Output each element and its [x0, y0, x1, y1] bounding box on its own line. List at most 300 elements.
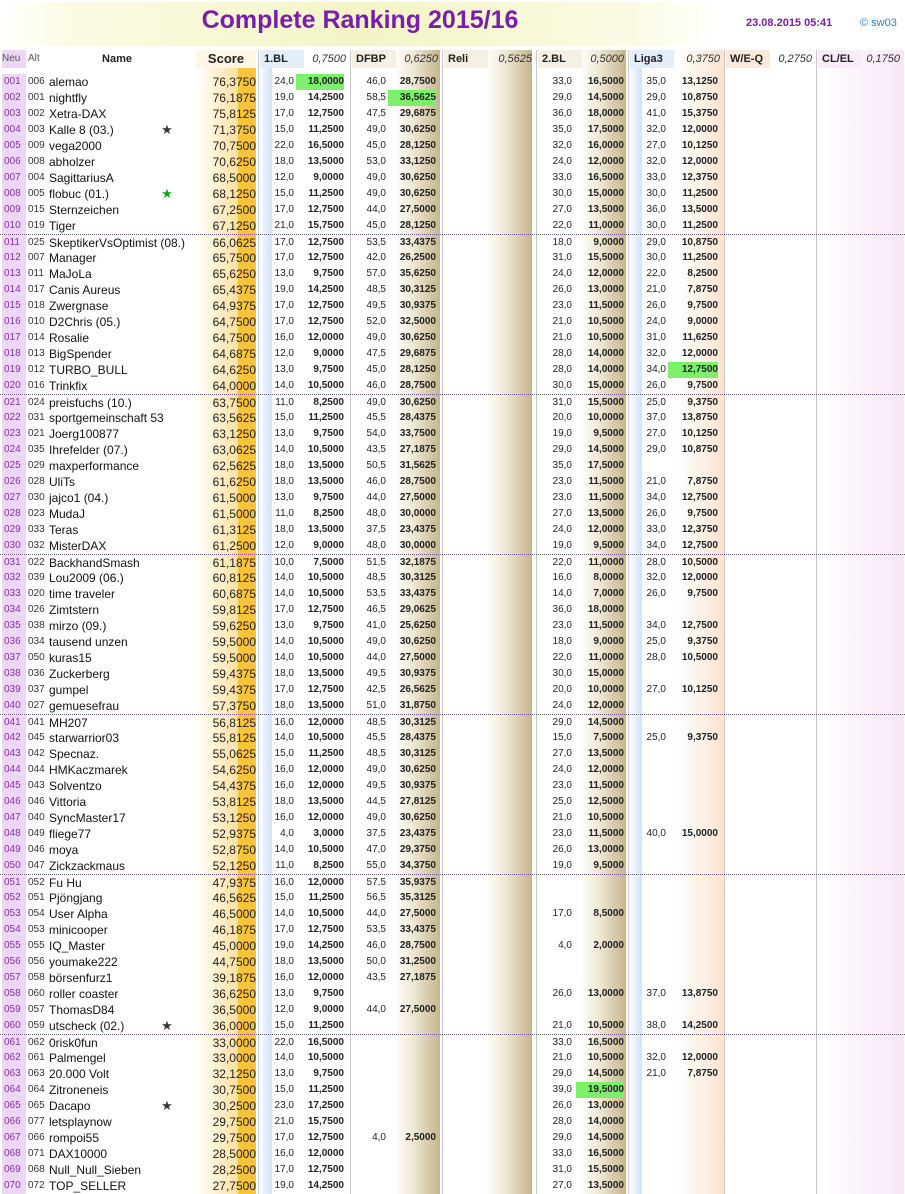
dfbp-points — [354, 1018, 386, 1034]
bl1-weighted: 14,2500 — [307, 92, 344, 103]
liga3-weighted: 12,0000 — [681, 348, 718, 359]
bl2-weighted: 17,5000 — [587, 124, 624, 135]
dfbp-weighted: 28,7500 — [399, 380, 436, 391]
score-value: 70,7500 — [212, 139, 256, 153]
liga3-weighted: 9,3750 — [687, 732, 718, 743]
dfbp-weighted — [388, 1114, 436, 1130]
player-name: MaJoLa — [49, 267, 92, 281]
dfbp-points: 44,0 — [366, 492, 386, 503]
bl2-points: 20,0 — [552, 412, 572, 423]
star-icon — [160, 1035, 174, 1051]
bl2-points — [540, 954, 572, 970]
bl1-weighted: 9,7500 — [313, 364, 344, 375]
bl2-weighted: 15,5000 — [587, 1164, 624, 1175]
table-row — [0, 922, 905, 938]
player-name: Fu Hu — [49, 876, 82, 890]
col-alt: Alt — [28, 53, 40, 64]
dfbp-points: 37,5 — [366, 828, 386, 839]
col-neu: Neu — [2, 50, 26, 68]
liga3-weighted — [668, 1035, 718, 1051]
bl1-points: 14,0 — [274, 652, 294, 663]
dfbp-weighted: 27,1875 — [399, 444, 436, 455]
score-value: 53,8125 — [212, 795, 256, 809]
bl1-weighted: 17,2500 — [307, 1100, 344, 1111]
star-icon — [160, 778, 174, 794]
rank-old: 028 — [28, 476, 45, 487]
bl2-points: 17,0 — [552, 908, 572, 919]
rank-new: 034 — [2, 602, 26, 618]
rank-old: 013 — [28, 348, 45, 359]
bl1-points: 16,0 — [274, 764, 294, 775]
liga3-points — [632, 842, 666, 858]
liga3-weighted — [668, 938, 718, 954]
bl1-weighted: 9,0000 — [313, 348, 344, 359]
bl2-weighted: 9,5000 — [593, 860, 624, 871]
bl2-weighted: 19,5000 — [576, 1082, 624, 1098]
player-name: börsenfurz1 — [49, 971, 113, 985]
rank-old: 066 — [28, 1132, 45, 1143]
bl2-points: 27,0 — [552, 508, 572, 519]
player-name: Zuckerberg — [49, 667, 110, 681]
star-icon — [160, 1178, 174, 1194]
bl1-points: 17,0 — [274, 252, 294, 263]
rank-new: 061 — [2, 1035, 26, 1051]
score-value: 64,9375 — [212, 299, 256, 313]
liga3-points: 30,0 — [646, 188, 666, 199]
bl2-weighted: 14,0000 — [587, 348, 624, 359]
table-row — [0, 1018, 905, 1034]
rank-old: 030 — [28, 492, 45, 503]
player-name: mirzo (09.) — [49, 619, 107, 633]
bl2-points — [540, 875, 572, 891]
liga3-weighted — [668, 794, 718, 810]
player-name: SagittariusA — [49, 171, 114, 185]
bl2-points: 22,0 — [552, 557, 572, 568]
bl2-points: 27,0 — [552, 1180, 572, 1191]
bl1-weighted: 12,0000 — [307, 780, 344, 791]
player-name: vega2000 — [49, 139, 102, 153]
score-value: 65,4375 — [212, 283, 256, 297]
rank-old: 043 — [28, 780, 45, 791]
player-name: gemuesefrau — [49, 699, 120, 713]
rank-new: 057 — [2, 970, 26, 986]
table-row — [0, 602, 905, 618]
dfbp-weighted: 30,6250 — [399, 172, 436, 183]
table-row — [0, 618, 905, 634]
bl1-weighted: 12,7500 — [307, 108, 344, 119]
dfbp-weighted: 33,4375 — [399, 924, 436, 935]
col-factor-weq: 0,2750 — [778, 53, 812, 65]
rank-old: 031 — [28, 412, 45, 423]
rank-old: 068 — [28, 1164, 45, 1175]
table-row — [0, 890, 905, 906]
bl1-points: 15,0 — [274, 412, 294, 423]
player-name: Pjöngjang — [49, 891, 103, 905]
star-icon — [160, 842, 174, 858]
bl2-weighted: 11,0000 — [588, 557, 624, 568]
dfbp-weighted — [388, 1066, 436, 1082]
liga3-points: 34,0 — [646, 364, 666, 375]
star-icon — [160, 715, 174, 731]
rank-old: 038 — [28, 620, 45, 631]
table-row — [0, 362, 905, 378]
bl2-weighted: 12,0000 — [587, 764, 624, 775]
table-row — [0, 282, 905, 298]
dfbp-points: 51,5 — [366, 557, 386, 568]
dfbp-weighted: 27,8125 — [399, 796, 436, 807]
player-name: abholzer — [49, 155, 96, 169]
star-icon — [160, 858, 174, 874]
rank-old: 065 — [28, 1100, 45, 1111]
liga3-points — [632, 698, 666, 714]
player-name: utscheck (02.) — [49, 1019, 125, 1033]
table-row — [0, 202, 905, 218]
liga3-weighted: 12,0000 — [681, 124, 718, 135]
liga3-weighted — [668, 970, 718, 986]
star-icon — [160, 650, 174, 666]
dfbp-points — [354, 1162, 386, 1178]
player-name: IQ_Master — [49, 939, 106, 953]
player-name: MudaJ — [49, 507, 86, 521]
bl2-points — [540, 922, 572, 938]
bl1-points: 21,0 — [274, 220, 294, 231]
bl2-weighted: 9,0000 — [593, 636, 624, 647]
rank-old: 010 — [28, 316, 45, 327]
liga3-points: 29,0 — [646, 237, 666, 248]
score-value: 75,8125 — [212, 107, 256, 121]
rank-new: 011 — [2, 235, 26, 251]
player-name: Rosalie — [49, 331, 90, 345]
bl1-weighted: 13,5000 — [307, 524, 344, 535]
liga3-points: 27,0 — [646, 428, 666, 439]
player-name: Manager — [49, 251, 97, 265]
bl2-points: 21,0 — [552, 332, 572, 343]
col-factor-reli: 0,5625 — [498, 53, 532, 65]
liga3-points: 36,0 — [646, 204, 666, 215]
liga3-weighted: 15,0000 — [681, 828, 718, 839]
bl2-weighted: 15,0000 — [587, 188, 624, 199]
liga3-weighted — [668, 746, 718, 762]
table-row — [0, 378, 905, 394]
rank-new: 007 — [2, 170, 26, 186]
rank-new: 053 — [2, 906, 26, 922]
liga3-points: 32,0 — [646, 124, 666, 135]
liga3-weighted: 7,8750 — [687, 284, 718, 295]
dfbp-weighted: 30,6250 — [399, 124, 436, 135]
star-icon — [160, 218, 174, 234]
star-icon — [160, 266, 174, 282]
bl1-points: 18,0 — [274, 796, 294, 807]
bl2-weighted: 12,0000 — [587, 524, 624, 535]
bl1-points: 19,0 — [274, 284, 294, 295]
table-row — [0, 1066, 905, 1082]
liga3-weighted — [668, 1162, 718, 1178]
table-row — [0, 1082, 905, 1098]
star-icon — [160, 954, 174, 970]
table-row — [0, 842, 905, 858]
table-row — [0, 154, 905, 170]
table-row — [0, 90, 905, 106]
bl1-points: 4,0 — [280, 828, 294, 839]
rank-new: 037 — [2, 650, 26, 666]
star-icon — [160, 986, 174, 1002]
score-value: 33,0000 — [212, 1036, 256, 1050]
bl2-points: 29,0 — [552, 1132, 572, 1143]
rank-old: 011 — [28, 268, 44, 279]
dfbp-weighted: 35,3125 — [399, 892, 436, 903]
liga3-weighted: 12,3750 — [681, 172, 718, 183]
bl1-points: 15,0 — [274, 748, 294, 759]
liga3-weighted: 12,3750 — [681, 524, 718, 535]
liga3-weighted: 13,5000 — [681, 204, 718, 215]
bl1-weighted: 10,5000 — [307, 652, 344, 663]
score-value: 59,6250 — [212, 619, 256, 633]
dfbp-points: 43,5 — [366, 972, 386, 983]
bl1-weighted: 10,5000 — [307, 636, 344, 647]
table-row — [0, 570, 905, 586]
dfbp-points: 49,0 — [366, 397, 386, 408]
rank-old: 020 — [28, 588, 45, 599]
bl1-points: 19,0 — [274, 1180, 294, 1191]
bl2-weighted — [576, 1002, 624, 1018]
star-icon — [160, 1050, 174, 1066]
player-name: nightfly — [49, 91, 88, 105]
bl2-points: 29,0 — [552, 444, 572, 455]
liga3-weighted: 9,7500 — [687, 300, 718, 311]
bl1-points: 16,0 — [274, 780, 294, 791]
bl1-points: 19,0 — [274, 940, 294, 951]
col-league-dfbp: DFBP — [352, 50, 396, 68]
liga3-points — [632, 762, 666, 778]
bl2-points: 23,0 — [552, 476, 572, 487]
dfbp-weighted: 32,1875 — [399, 557, 436, 568]
rank-new: 016 — [2, 314, 26, 330]
liga3-points — [632, 890, 666, 906]
score-value: 52,8750 — [212, 843, 256, 857]
liga3-weighted — [668, 1114, 718, 1130]
dfbp-weighted: 28,4375 — [399, 412, 436, 423]
bl1-weighted: 12,0000 — [307, 332, 344, 343]
player-name: maxperformance — [49, 459, 140, 473]
liga3-weighted: 13,8750 — [681, 988, 718, 999]
score-value: 36,6250 — [212, 987, 256, 1001]
liga3-weighted: 10,1250 — [681, 428, 718, 439]
bl2-points: 30,0 — [552, 668, 572, 679]
liga3-points — [632, 906, 666, 922]
bl1-points: 12,0 — [274, 1004, 294, 1015]
dfbp-weighted: 35,9375 — [399, 877, 436, 888]
dfbp-weighted: 33,7500 — [399, 428, 436, 439]
player-name: Ihrefelder (07.) — [49, 443, 128, 457]
bl1-points: 18,0 — [274, 156, 294, 167]
rank-new: 069 — [2, 1162, 26, 1178]
bl1-weighted: 13,5000 — [307, 668, 344, 679]
liga3-weighted: 12,0000 — [681, 156, 718, 167]
col-league-liga3: Liga3 — [630, 50, 674, 68]
bl2-weighted: 17,5000 — [587, 460, 624, 471]
table-row — [0, 906, 905, 922]
bl2-weighted: 13,5000 — [587, 1180, 624, 1191]
score-value: 65,7500 — [212, 251, 256, 265]
bl1-points: 22,0 — [274, 140, 294, 151]
score-value: 55,8125 — [212, 731, 256, 745]
bl1-points: 23,0 — [274, 1100, 294, 1111]
table-row — [0, 666, 905, 682]
bl1-weighted: 12,0000 — [307, 717, 344, 728]
liga3-points: 21,0 — [646, 1068, 666, 1079]
dfbp-weighted: 31,5625 — [399, 460, 436, 471]
liga3-points: 27,0 — [646, 140, 666, 151]
bl2-points: 21,0 — [552, 316, 572, 327]
bl2-points — [540, 1002, 572, 1018]
bl1-weighted: 12,0000 — [307, 877, 344, 888]
player-name: alemao — [49, 75, 89, 89]
liga3-points: 40,0 — [646, 828, 666, 839]
rank-new: 065 — [2, 1098, 26, 1114]
rank-old: 046 — [28, 844, 45, 855]
dfbp-weighted — [388, 1018, 436, 1034]
bl1-weighted: 12,7500 — [307, 604, 344, 615]
dfbp-weighted: 27,5000 — [399, 204, 436, 215]
rank-new: 046 — [2, 794, 26, 810]
liga3-points: 29,0 — [646, 92, 666, 103]
liga3-points — [632, 1098, 666, 1114]
bl2-weighted: 11,5000 — [588, 828, 624, 839]
dfbp-weighted: 28,1250 — [399, 220, 436, 231]
dfbp-weighted — [388, 1050, 436, 1066]
dfbp-weighted: 28,1250 — [399, 364, 436, 375]
score-value: 46,5000 — [212, 907, 256, 921]
bl1-weighted: 9,0000 — [313, 172, 344, 183]
score-value: 29,7500 — [212, 1115, 256, 1129]
dfbp-points: 49,0 — [366, 764, 386, 775]
score-value: 59,5000 — [212, 635, 256, 649]
liga3-points: 32,0 — [646, 348, 666, 359]
bl2-points: 36,0 — [552, 604, 572, 615]
dfbp-weighted: 30,3125 — [399, 717, 436, 728]
bl1-weighted: 18,0000 — [296, 74, 344, 90]
rank-old: 027 — [28, 700, 45, 711]
star-icon — [160, 362, 174, 378]
score-value: 76,3750 — [212, 75, 256, 89]
dfbp-points: 54,0 — [366, 428, 386, 439]
player-name: HMKaczmarek — [49, 763, 128, 777]
table-row — [0, 970, 905, 986]
star-icon — [160, 138, 174, 154]
liga3-points — [632, 875, 666, 891]
rank-new: 067 — [2, 1130, 26, 1146]
table-row — [0, 698, 905, 714]
bl2-weighted: 14,0000 — [587, 1116, 624, 1127]
rank-new: 028 — [2, 506, 26, 522]
dfbp-points: 49,0 — [366, 124, 386, 135]
bl1-points: 16,0 — [274, 972, 294, 983]
score-value: 61,3125 — [212, 523, 256, 537]
star-icon — [160, 106, 174, 122]
liga3-weighted — [668, 922, 718, 938]
table-row — [0, 794, 905, 810]
star-icon — [160, 1130, 174, 1146]
score-value: 59,8125 — [212, 603, 256, 617]
star-icon — [160, 250, 174, 266]
dfbp-points — [354, 1066, 386, 1082]
rank-new: 052 — [2, 890, 26, 906]
rank-old: 034 — [28, 636, 45, 647]
liga3-weighted: 12,7500 — [681, 620, 718, 631]
liga3-weighted: 9,3750 — [687, 397, 718, 408]
bl2-weighted: 10,0000 — [587, 684, 624, 695]
bl2-points: 25,0 — [552, 796, 572, 807]
rank-new: 006 — [2, 154, 26, 170]
liga3-weighted — [668, 698, 718, 714]
dfbp-points — [354, 1146, 386, 1162]
score-value: 67,2500 — [212, 203, 256, 217]
rank-new: 020 — [2, 378, 26, 394]
score-value: 56,8125 — [212, 716, 256, 730]
star-icon — [160, 698, 174, 714]
rank-old: 061 — [28, 1052, 45, 1063]
bl2-points: 23,0 — [552, 780, 572, 791]
dfbp-points — [354, 986, 386, 1002]
bl2-points: 33,0 — [552, 172, 572, 183]
bl2-points: 30,0 — [552, 188, 572, 199]
bl2-points: 15,0 — [552, 732, 572, 743]
dfbp-weighted: 27,5000 — [399, 908, 436, 919]
dfbp-points: 44,5 — [366, 796, 386, 807]
dfbp-points: 44,0 — [366, 1004, 386, 1015]
bl2-weighted — [576, 970, 624, 986]
bl1-weighted: 12,7500 — [307, 300, 344, 311]
liga3-weighted: 15,3750 — [681, 108, 718, 119]
liga3-weighted: 10,8750 — [681, 237, 718, 248]
liga3-points: 26,0 — [646, 588, 666, 599]
bl2-weighted: 13,5000 — [587, 204, 624, 215]
bl1-weighted: 15,7500 — [307, 1116, 344, 1127]
rank-new: 044 — [2, 762, 26, 778]
dfbp-weighted: 33,4375 — [399, 588, 436, 599]
rank-old: 054 — [28, 908, 45, 919]
score-value: 61,1875 — [212, 556, 256, 570]
rank-old: 006 — [28, 76, 45, 87]
rank-old: 036 — [28, 668, 45, 679]
player-name: Sternzeichen — [49, 203, 120, 217]
star-icon — [160, 235, 174, 251]
liga3-weighted — [668, 875, 718, 891]
rank-new: 050 — [2, 858, 26, 874]
rank-old: 050 — [28, 652, 45, 663]
rank-new: 062 — [2, 1050, 26, 1066]
dfbp-weighted: 30,9375 — [399, 780, 436, 791]
player-name: Solventzo — [49, 779, 102, 793]
rank-old: 077 — [28, 1116, 45, 1127]
rank-new: 066 — [2, 1114, 26, 1130]
rank-old: 033 — [28, 524, 45, 535]
bl1-points: 13,0 — [274, 492, 294, 503]
player-name: BigSpender — [49, 347, 112, 361]
player-name: tausend unzen — [49, 635, 128, 649]
bl2-weighted: 14,5000 — [587, 444, 624, 455]
score-value: 57,3750 — [212, 699, 256, 713]
rank-old: 018 — [28, 300, 45, 311]
dfbp-points: 57,0 — [366, 268, 386, 279]
table-row — [0, 874, 905, 891]
dfbp-points: 57,5 — [366, 877, 386, 888]
bl1-weighted: 10,5000 — [307, 380, 344, 391]
bl2-weighted: 14,5000 — [587, 92, 624, 103]
bl2-points: 24,0 — [552, 268, 572, 279]
rank-new: 017 — [2, 330, 26, 346]
liga3-weighted: 11,2500 — [682, 188, 718, 199]
